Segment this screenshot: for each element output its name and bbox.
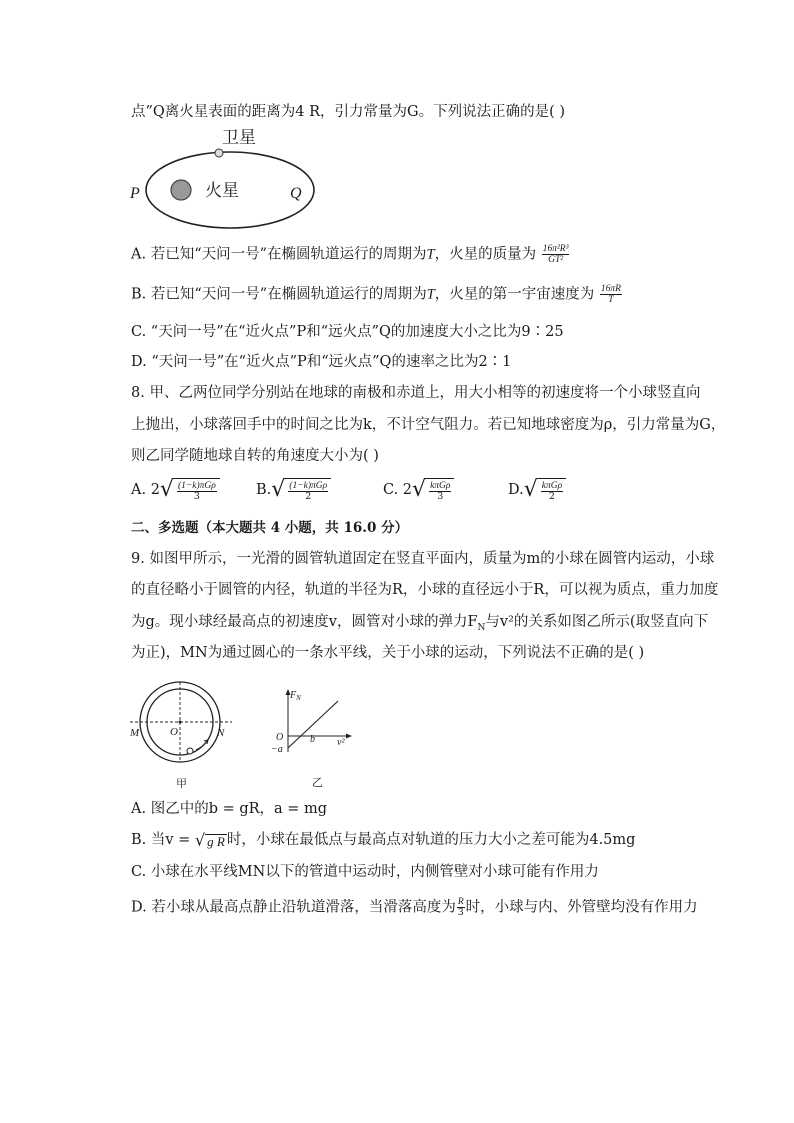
svg-text:O: O (276, 732, 284, 743)
q9-line1: 9. 如图甲所示，一光滑的圆管轨道固定在竖直平面内，质量为m的小球在圆管内运动，小球 (131, 551, 715, 567)
svg-text:M: M (130, 727, 140, 739)
q9-option-d: D. 若小球从最高点静止沿轨道滑落，当滑落高度为 $\frac{R}{3}$ 时，小球与内、外管壁均没有作用力 (131, 897, 698, 918)
svg-text:b: b (310, 734, 315, 745)
q9-line2: 的直径略小于圆管的内径，轨道的半径为R，小球的直径远小于R，可以视为质点，重力加度 (131, 582, 719, 598)
q9-option-c: C. 小球在水平线MN以下的管道中运动时，内侧管壁对小球可能有作用力 (131, 864, 599, 880)
satellite-dot (215, 149, 223, 157)
q8-line1: 8. 甲、乙两位同学分别站在地球的南极和赤道上，用大小相等的初速度将一个小球竖直向 (131, 385, 701, 401)
mars-planet (171, 180, 191, 200)
q8-line3: 则乙同学随地球自转的角速度大小为( ) (131, 448, 379, 464)
q9-option-a: A. 图乙中的b = gR，a = mg (131, 801, 328, 817)
ball-icon (187, 748, 193, 754)
perigee-label: P (130, 185, 140, 202)
q7-option-c: C. “天问一号”在“近火点”P和“远火点”Q的加速度大小之比为9∶25 (131, 324, 564, 340)
q7-b-fraction: $\frac{16\pi R}{T}$ (600, 284, 621, 305)
svg-text:−a: −a (271, 744, 283, 755)
svg-text:乙: 乙 (312, 777, 323, 789)
svg-text:FN: $F_N$ (290, 690, 301, 702)
mars-label: 火星 (205, 181, 239, 200)
svg-text:甲: 甲 (176, 778, 187, 790)
mars-orbit-figure (125, 126, 315, 234)
q9-line3: 为g。现小球经最高点的初速度v，圆管对小球的弹力$F_N$与v²的关系如图乙所示(取竖直向下 (131, 614, 709, 633)
satellite-label: 卫星 (222, 128, 256, 147)
section-heading: 二、多选题（本大题共 4 小题，共 16.0 分） (131, 520, 409, 536)
q8-line2: 上抛出，小球落回手中的时间之比为k，不计空气阻力。若已知地球密度为ρ，引力常量为G， (131, 417, 726, 433)
q7-option-b: B. 若已知“天问一号”在椭圆轨道运行的周期为T，火星的第一宇宙速度为 $\frac{16\pi R}{T}$ (131, 284, 621, 305)
svg-text:N: N (217, 727, 225, 739)
q8-option-b: B.√ $\frac{\text{(1−k)πGρ}}{2}$ (256, 478, 331, 502)
q7-line1: 点”Q离火星表面的距离为4 R，引力常量为G。下列说法正确的是( ) (131, 104, 566, 120)
apogee-label: Q (290, 185, 302, 202)
svg-text:v²: v² (337, 737, 345, 748)
figure-yi-fn-v2-graph (266, 684, 366, 790)
q7-option-a: A. 若已知“天问一号”在椭圆轨道运行的周期为T，火星的质量为 $\frac{\text{16π²R³}}{\text{GT²}}$ (131, 244, 569, 265)
figure-jia-circular-tube (126, 680, 238, 790)
q8-option-c: C. 2√ $\frac{\text{kπGρ}}{3}$ (383, 478, 454, 502)
q9-line4: 为正)，MN为通过圆心的一条水平线，关于小球的运动，下列说法不正确的是( ) (131, 645, 645, 661)
q7-option-d: D. “天问一号”在“近火点”P和“远火点”Q的速率之比为2∶1 (131, 354, 512, 370)
svg-text:O: O (170, 726, 178, 738)
q8-option-d: D.√ $\frac{\text{kπGρ}}{2}$ (508, 478, 566, 502)
q7-a-fraction: $\frac{\text{16π²R³}}{\text{GT²}}$ (542, 244, 569, 265)
q9-option-b: B. 当v = √ g R 时，小球在最低点与最高点对轨道的压力大小之差可能为4.5mg (131, 830, 636, 849)
q8-option-a: A. 2√ $\frac{\text{(1−k)πGρ}}{3}$ (131, 478, 220, 502)
